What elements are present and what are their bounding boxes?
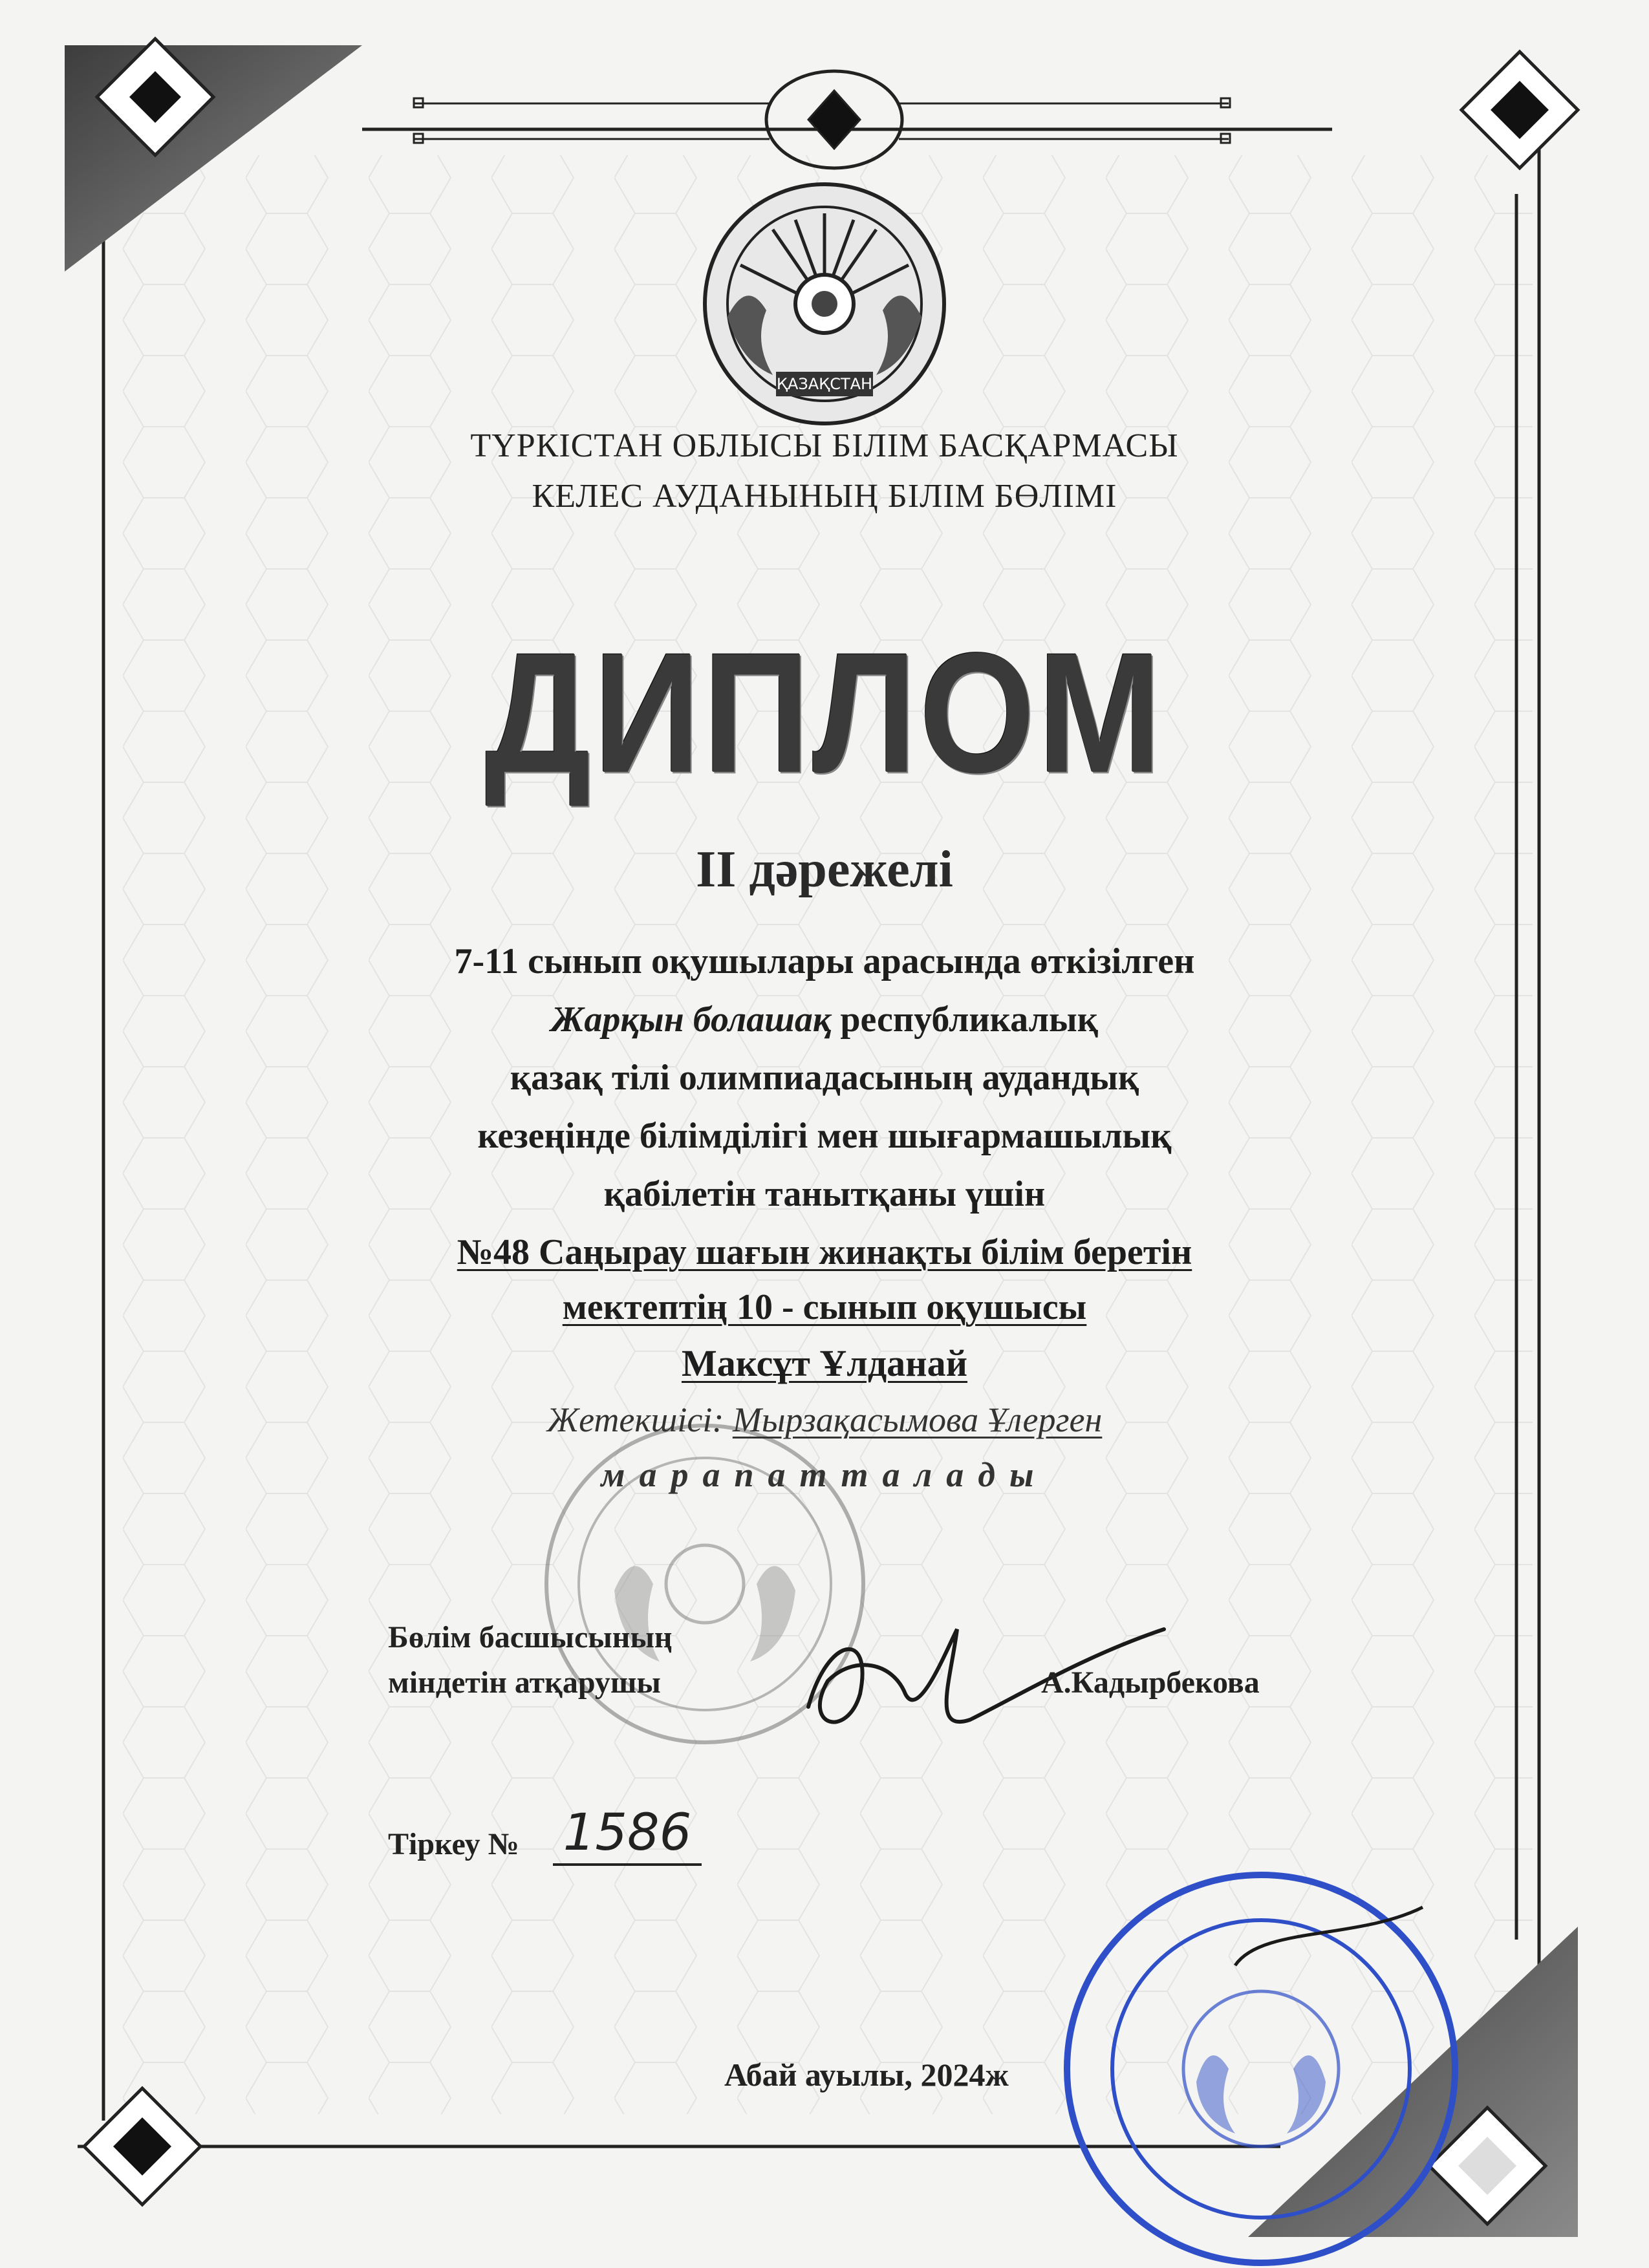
body-line-1: 7-11 сынып оқушылары арасында өткізілген	[454, 941, 1195, 981]
grade-line	[0, 1287, 1649, 1328]
body-line-5: қабілетін танытқаны үшін	[603, 1174, 1046, 1214]
emblem-icon	[705, 184, 944, 423]
grade-text: мектептің 10 - сынып оқушысы	[562, 1287, 1087, 1327]
signer-name: А.Кадырбекова	[1041, 1665, 1260, 1700]
body-line-2	[0, 999, 1649, 1040]
org-line-1: ТҮРКІСТАН ОБЛЫСЫ БІЛІМ БАСҚАРМАСЫ	[470, 427, 1179, 464]
corner-top-right	[1461, 52, 1578, 168]
registration-label: Тіркеу №	[388, 1827, 519, 1861]
recipient-name: Максұт Ұлданай	[681, 1342, 968, 1384]
supervisor-name: Мырзақасымова Ұлерген	[732, 1400, 1103, 1439]
body-line-4: кезеңінде білімділігі мен шығармашылық	[477, 1116, 1172, 1156]
supervisor-label: Жетекшісі:	[546, 1400, 733, 1439]
olympiad-name: Жарқын болашақ	[551, 1000, 832, 1040]
school-name: №48 Саңырау шағын жинақты білім беретін	[457, 1232, 1192, 1272]
degree-label: II дәрежелі	[696, 841, 953, 898]
recipient-line	[0, 1342, 1649, 1385]
body-line-3: қазақ тілі олимпиадасының аудандық	[510, 1058, 1139, 1098]
top-ornament	[414, 71, 1230, 168]
org-line-2: КЕЛЕС АУДАНЫНЫҢ БІЛІМ БӨЛІМІ	[532, 478, 1117, 515]
diploma-title: ДИПЛОМ	[484, 617, 1165, 809]
supervisor-line	[0, 1400, 1649, 1440]
signer-title-1: Бөлім басшысының	[388, 1620, 673, 1654]
school-line	[0, 1232, 1649, 1273]
registration-number: 1586	[553, 1804, 702, 1866]
signer-title-2: міндетін атқарушы	[388, 1665, 661, 1700]
awarded-text: марапатталады	[601, 1455, 1048, 1494]
body-line-2-rest: республикалық	[831, 1000, 1098, 1040]
svg-text:ҚАЗАҚСТАН: ҚАЗАҚСТАН	[776, 375, 873, 393]
place-date: Абай ауылы, 2024ж	[724, 2057, 1009, 2093]
